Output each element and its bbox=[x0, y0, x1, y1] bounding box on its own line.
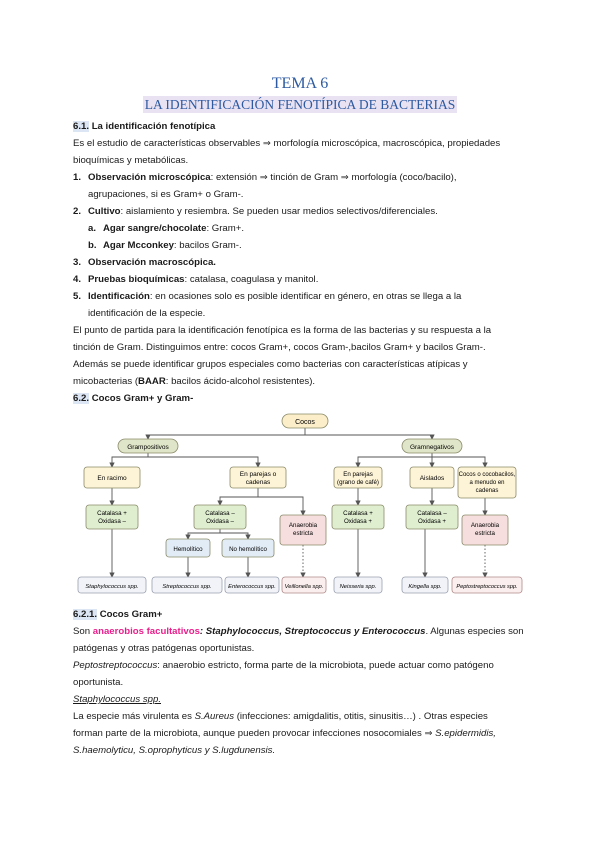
diagram-genus: Kingella spp. bbox=[408, 584, 442, 590]
diagram-anaerobia-1a: Anaerobia bbox=[288, 522, 318, 529]
diagram-aislados: Aislados bbox=[419, 475, 445, 482]
text: Son bbox=[73, 626, 93, 637]
diagram-hemolitico: Hemolítico bbox=[173, 546, 203, 553]
diagram-anaerobia-1b: estricta bbox=[293, 530, 313, 537]
section-heading-6-1 bbox=[73, 118, 533, 135]
paragraph-line bbox=[73, 725, 533, 742]
list-label: Cultivo bbox=[88, 206, 121, 217]
section-title: Cocos Gram+ bbox=[99, 609, 163, 620]
list-number: 3. bbox=[73, 257, 82, 268]
paragraph-line bbox=[73, 657, 533, 674]
page-title: TEMA 6 bbox=[271, 75, 329, 92]
subtitle-text: LA IDENTIFICACIÓN FENOTÍPICA DE BACTERIAS bbox=[144, 97, 456, 112]
section-number: 6.1. bbox=[73, 121, 90, 132]
text: : bacilos ácido-alcohol resistentes). bbox=[165, 376, 316, 387]
list-label: Observación microscópica bbox=[88, 172, 211, 183]
list-item bbox=[73, 288, 533, 305]
list-text: : bacilos Gram-. bbox=[173, 240, 242, 251]
diagram-parejas-cadenas-1: En parejas o bbox=[239, 471, 277, 478]
sub-list-item bbox=[88, 237, 242, 254]
list-number: a. bbox=[88, 223, 97, 234]
diagram-genus: Peptostreptococcus spp. bbox=[456, 584, 518, 590]
list-label: Agar Mcconkey bbox=[103, 240, 174, 251]
text: . Algunas especies son bbox=[425, 626, 524, 637]
list-item bbox=[73, 254, 533, 271]
diagram-no-hemolitico: No hemolítico bbox=[229, 546, 267, 553]
diagram-parejas-cadenas-2: cadenas bbox=[245, 479, 271, 486]
list-label: Agar sangre/chocolate bbox=[103, 223, 207, 234]
list-label: Pruebas bioquímicas bbox=[88, 274, 185, 285]
highlight-term: anaerobios facultativos bbox=[92, 626, 200, 637]
species-name: S.epidermidis, bbox=[435, 728, 496, 739]
section-number: 6.2. bbox=[73, 393, 90, 404]
section-title: Cocos Gram+ y Gram- bbox=[91, 393, 194, 404]
sub-list-item bbox=[88, 220, 244, 237]
subheading-staphylococcus bbox=[73, 691, 533, 708]
diagram-genus: Streptococcus spp. bbox=[162, 584, 212, 590]
genus-name: Peptostreptococcus bbox=[73, 660, 158, 671]
list-text: : catalasa, coagulasa y manitol. bbox=[184, 274, 319, 285]
diagram-cocobacilos-2: a menudo en bbox=[469, 480, 505, 486]
diagram-catalasa-4a: Catalasa – bbox=[417, 510, 447, 517]
paragraph-line: Además se puede identificar grupos especiales como bacterias con características atípicas y bbox=[73, 359, 468, 370]
diagram-catalasa-2a: Catalasa – bbox=[205, 510, 235, 517]
section-title: La identificación fenotípica bbox=[91, 121, 216, 132]
list-number: 4. bbox=[73, 274, 82, 285]
paragraph-line: El punto de partida para la identificación fenotípica es la forma de las bacterias y su respuesta a la bbox=[73, 325, 492, 336]
text: : anaerobio estricto, forma parte de la microbiota, puede actuar como patógeno bbox=[157, 660, 494, 671]
diagram-cocobacilos-1: Cocos o cocobacilos, bbox=[458, 472, 516, 478]
list-label: Observación macroscópica. bbox=[88, 257, 216, 268]
list-item-continuation: agrupaciones, si es Gram+ o Gram-. bbox=[88, 189, 244, 200]
list-item bbox=[73, 169, 533, 186]
list-number: b. bbox=[88, 240, 97, 251]
text: (infecciones: amigdalitis, otitis, sinusitis…) . Otras especies bbox=[234, 711, 488, 722]
diagram-oxidasa-1a: Oxidasa – bbox=[98, 518, 126, 525]
text: forman parte de la microbiota, aunque pueden provocar infecciones nosocomiales ⇒ bbox=[73, 728, 436, 739]
genera-list: : Staphylococcus, Streptococcus y Enterococcus bbox=[199, 626, 426, 637]
diagram-parejas-cafe-1: En parejas bbox=[343, 471, 373, 478]
diagram-anaerobia-2a: Anaerobia bbox=[470, 522, 500, 529]
paragraph-line: Es el estudio de características observables ⇒ morfología microscópica, macroscópica, propiedades bbox=[73, 138, 501, 149]
list-label: Identificación bbox=[88, 291, 150, 302]
classification-diagram bbox=[70, 405, 540, 600]
diagram-genus: Enterococcus spp. bbox=[228, 584, 276, 590]
diagram-catalasa-3a: Catalasa + bbox=[343, 510, 373, 517]
list-number: 5. bbox=[73, 291, 82, 302]
diagram-genus: Staphylococcus spp. bbox=[85, 584, 139, 590]
diagram-cocobacilos-3: cadenas bbox=[475, 488, 499, 494]
paragraph-line bbox=[73, 623, 533, 640]
diagram-grampositivos: Grampositivos bbox=[127, 444, 169, 451]
paragraph-line bbox=[73, 373, 533, 390]
list-text: : extensión ⇒ tinción de Gram ⇒ morfología (coco/bacilo), bbox=[210, 172, 457, 183]
diagram-genus: Veillonella spp. bbox=[284, 584, 324, 590]
diagram-root: Cocos bbox=[295, 419, 315, 426]
diagram-racimo: En racimo bbox=[97, 475, 127, 482]
list-number: 1. bbox=[73, 172, 82, 183]
species-name: S.Aureus bbox=[194, 711, 235, 722]
list-item bbox=[73, 203, 533, 220]
diagram-oxidasa-3a: Oxidasa + bbox=[343, 518, 373, 525]
paragraph-line: tinción de Gram. Distinguimos entre: cocos Gram+, cocos Gram-,bacilos Gram+ y bacilos Gram-. bbox=[73, 342, 486, 353]
page-subtitle bbox=[0, 97, 600, 113]
section-number: 6.2.1. bbox=[73, 609, 98, 620]
paragraph-line: patógenas y otras patógenas oportunistas. bbox=[73, 643, 255, 654]
paragraph-line: oportunista. bbox=[73, 677, 124, 688]
diagram-oxidasa-4a: Oxidasa + bbox=[417, 518, 447, 525]
diagram-genus: Neisseria spp. bbox=[339, 584, 377, 590]
list-item bbox=[73, 271, 533, 288]
list-text: : Gram+. bbox=[206, 223, 245, 234]
paragraph-line bbox=[73, 742, 533, 759]
paragraph-line: bioquímicas y metabólicas. bbox=[73, 155, 189, 166]
list-number: 2. bbox=[73, 206, 82, 217]
diagram-gramnegativos: Gramnegativos bbox=[409, 444, 455, 451]
acronym: BAAR bbox=[138, 376, 166, 387]
section-heading-6-2-1 bbox=[73, 606, 533, 623]
diagram-catalasa-1a: Catalasa + bbox=[97, 510, 127, 517]
diagram-anaerobia-2b: estricta bbox=[475, 530, 495, 537]
genus-heading: Staphylococcus spp. bbox=[73, 694, 161, 705]
species-list: S.haemolyticu, S.oprophyticus y S.lugdunensis. bbox=[73, 745, 276, 756]
diagram-parejas-cafe-2: (grano de café) bbox=[337, 479, 379, 486]
text: micobacterias ( bbox=[73, 376, 139, 387]
list-item-continuation: identificación de la especie. bbox=[88, 308, 206, 319]
diagram-oxidasa-2a: Oxidasa – bbox=[206, 518, 234, 525]
list-text: : aislamiento y resiembra. Se pueden usar medios selectivos/diferenciales. bbox=[120, 206, 438, 217]
text: La especie más virulenta es bbox=[73, 711, 195, 722]
list-text: : en ocasiones solo es posible identificar en género, en otras se llega a la bbox=[149, 291, 462, 302]
paragraph-line bbox=[73, 708, 533, 725]
